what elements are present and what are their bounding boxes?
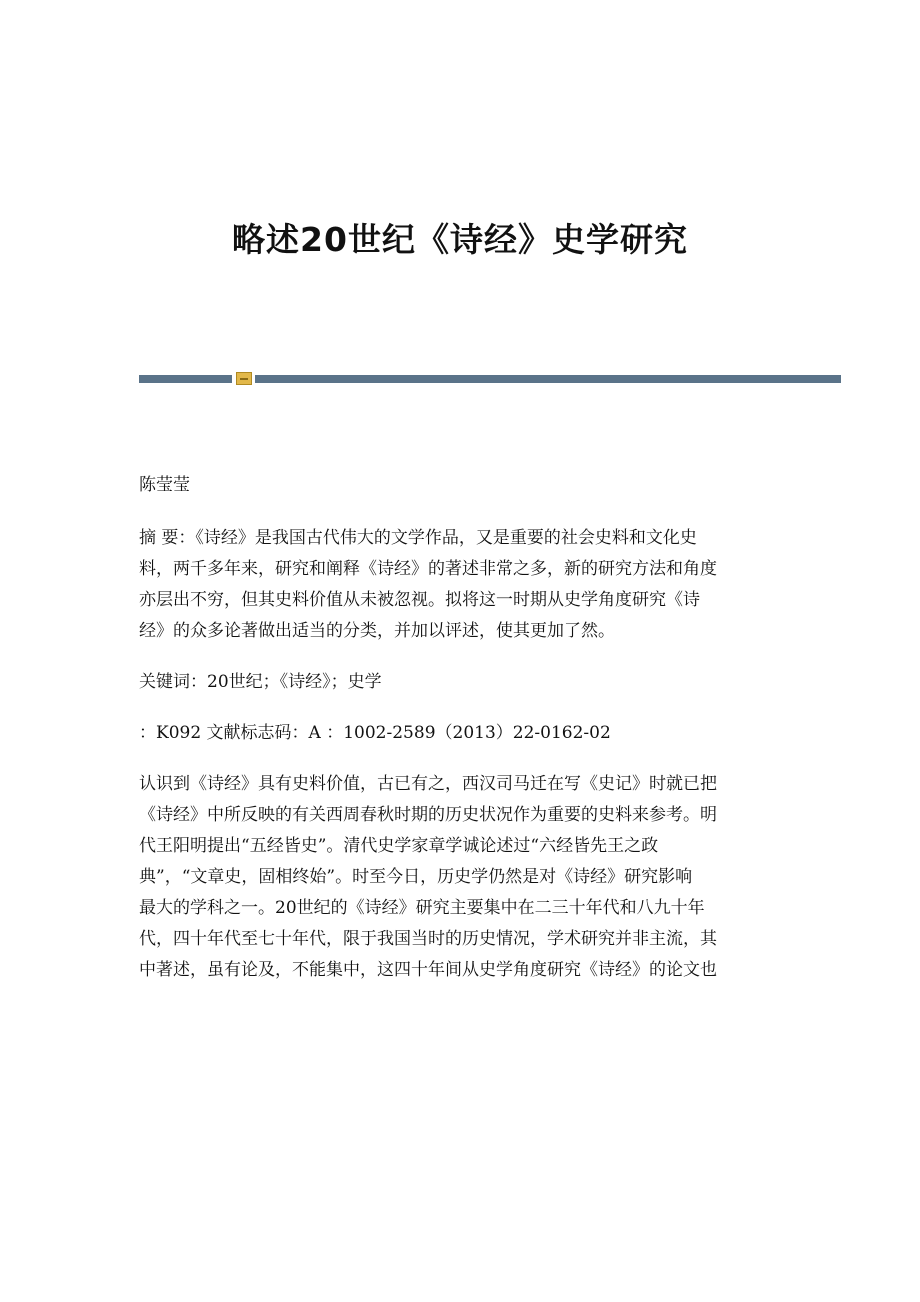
- document-body: [139, 470, 779, 1006]
- body-line: 代王阳明提出“五经皆史”。清代史学家章学诚论述过“六经皆先王之政: [139, 836, 659, 856]
- body-line: 最大的学科之一。20世纪的《诗经》研究主要集中在二三十年代和八九十年: [139, 898, 705, 918]
- body-paragraph: [139, 769, 779, 986]
- author-name: 陈莹莹: [139, 475, 190, 495]
- body-line: 认识到《诗经》具有史料价值，古已有之，西汉司马迁在写《史记》时就已把: [139, 774, 717, 794]
- body-line: 典”，“文章史，固相终始”。时至今日，历史学仍然是对《诗经》研究影响: [139, 867, 693, 887]
- body-line: 代，四十年代至七十年代，限于我国当时的历史情况，学术研究并非主流，其: [139, 929, 717, 949]
- abstract-line: 料，两千多年来，研究和阐释《诗经》的著述非常之多，新的研究方法和角度: [139, 559, 717, 579]
- body-line: 《诗经》中所反映的有关西周春秋时期的历史状况作为重要的史料来参考。明: [139, 805, 717, 825]
- divider-emblem-icon: [236, 372, 252, 385]
- abstract-line: 摘 要：《诗经》是我国古代伟大的文学作品，又是重要的社会史料和文化史: [139, 528, 697, 548]
- classification-block: [139, 718, 779, 749]
- abstract-line: 经》的众多论著做出适当的分类，并加以评述，使其更加了然。: [139, 621, 615, 641]
- title-divider-right: [255, 375, 841, 383]
- body-line: 中著述，虽有论及，不能集中，这四十年间从史学角度研究《诗经》的论文也: [139, 960, 717, 980]
- abstract-line: 亦层出不穷，但其史料价值从未被忽视。拟将这一时期从史学角度研究《诗: [139, 590, 700, 610]
- title-divider-left: [139, 375, 232, 383]
- keywords-block: [139, 667, 779, 698]
- abstract: [139, 523, 779, 647]
- document-title: 略述20世纪《诗经》史学研究: [232, 220, 688, 259]
- keywords: 关键词：20世纪；《诗经》；史学: [139, 672, 382, 692]
- classification-codes: ：K092 文献标志码：A ：1002-2589（2013）22-0162-02: [139, 723, 611, 743]
